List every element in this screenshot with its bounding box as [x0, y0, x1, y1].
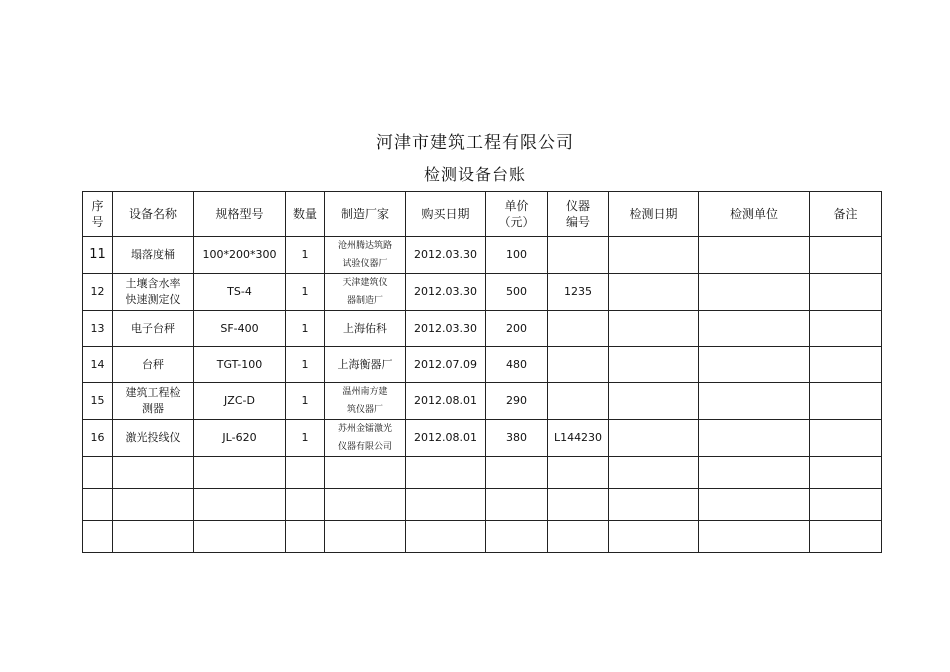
cell-empty — [810, 457, 882, 489]
cell-price: 290 — [486, 383, 548, 420]
cell-maker — [325, 383, 406, 420]
cell-empty — [406, 521, 486, 553]
cell-qty: 1 — [286, 311, 325, 347]
cell-maker-line: 苏州金镭激光 — [337, 424, 392, 434]
cell-model: TGT-100 — [194, 347, 286, 383]
cell-date: 2012.07.09 — [406, 347, 486, 383]
cell-model: JZC-D — [194, 383, 286, 420]
cell-empty — [113, 489, 194, 521]
table-row — [83, 420, 882, 457]
cell-name — [113, 347, 194, 383]
cell-instr-no: 1235 — [548, 274, 609, 311]
header-col-name — [113, 192, 194, 237]
cell-remark — [810, 311, 882, 347]
cell-empty — [486, 521, 548, 553]
cell-empty — [286, 489, 325, 521]
cell-empty — [486, 457, 548, 489]
header-col-date — [406, 192, 486, 237]
header-col-seq — [83, 192, 113, 237]
cell-model: SF-400 — [194, 311, 286, 347]
cell-empty — [609, 457, 699, 489]
empty-table-row — [83, 489, 882, 521]
cell-maker-line: 上海佑科 — [343, 321, 387, 335]
table-row — [83, 311, 882, 347]
header-col-qty — [286, 192, 325, 237]
header-text: 数量 — [292, 207, 317, 221]
cell-name-line: 塌落度桶 — [131, 248, 175, 261]
table-row — [83, 274, 882, 311]
cell-seq: 13 — [83, 311, 113, 347]
cell-date: 2012.08.01 — [406, 420, 486, 457]
cell-empty — [699, 521, 810, 553]
cell-empty — [194, 489, 286, 521]
header-text: 购买日期 — [421, 207, 470, 221]
cell-maker — [325, 311, 406, 347]
cell-price: 480 — [486, 347, 548, 383]
header-text: （元） — [498, 215, 535, 229]
cell-maker-line: 试验仪器厂 — [342, 259, 388, 269]
cell-maker — [325, 420, 406, 457]
cell-maker — [325, 237, 406, 274]
cell-empty — [548, 489, 609, 521]
cell-empty — [83, 521, 113, 553]
cell-empty — [810, 489, 882, 521]
header-col-check-unit — [699, 192, 810, 237]
header-text: 检测日期 — [629, 207, 678, 221]
cell-check-unit — [699, 420, 810, 457]
header-col-maker — [325, 192, 406, 237]
header-text: 制造厂家 — [340, 207, 389, 221]
cell-date: 2012.03.30 — [406, 311, 486, 347]
cell-price: 200 — [486, 311, 548, 347]
cell-qty: 1 — [286, 383, 325, 420]
cell-check-date — [609, 347, 699, 383]
cell-remark — [810, 420, 882, 457]
cell-name-line: 台秤 — [142, 357, 164, 371]
header-text: 序 — [91, 199, 104, 213]
cell-seq: 16 — [83, 420, 113, 457]
cell-date: 2012.08.01 — [406, 383, 486, 420]
header-text: 仪器 — [565, 199, 590, 213]
cell-check-date — [609, 237, 699, 274]
cell-price: 100 — [486, 237, 548, 274]
cell-price: 500 — [486, 274, 548, 311]
header-text: 单价 — [504, 199, 529, 213]
cell-model: JL-620 — [194, 420, 286, 457]
cell-empty — [609, 489, 699, 521]
cell-maker-line: 筑仪器厂 — [346, 405, 383, 415]
cell-seq: 14 — [83, 347, 113, 383]
cell-instr-no: L144230 — [548, 420, 609, 457]
header-text: 规格型号 — [215, 207, 264, 221]
table-header-row — [83, 192, 882, 237]
cell-model: 100*200*300 — [194, 237, 286, 274]
header-col-instr-no — [548, 192, 609, 237]
cell-seq: 15 — [83, 383, 113, 420]
cell-date: 2012.03.30 — [406, 274, 486, 311]
cell-maker-line: 仪器有限公司 — [337, 442, 392, 452]
cell-check-unit — [699, 237, 810, 274]
cell-maker-line: 上海衡器厂 — [337, 357, 393, 371]
cell-empty — [699, 457, 810, 489]
cell-empty — [113, 521, 194, 553]
cell-empty — [548, 521, 609, 553]
cell-qty: 1 — [286, 274, 325, 311]
cell-instr-no — [548, 347, 609, 383]
cell-name-line: 土壤含水率 — [125, 277, 181, 290]
cell-check-date — [609, 311, 699, 347]
cell-maker — [325, 274, 406, 311]
cell-empty — [194, 457, 286, 489]
cell-check-unit — [699, 274, 810, 311]
header-text: 编号 — [565, 215, 590, 229]
cell-empty — [609, 521, 699, 553]
cell-check-date — [609, 274, 699, 311]
header-col-model — [194, 192, 286, 237]
cell-empty — [194, 521, 286, 553]
header-text: 检测单位 — [729, 207, 778, 221]
cell-empty — [406, 457, 486, 489]
cell-maker-line: 器制造厂 — [346, 296, 383, 306]
header-col-check-date — [609, 192, 699, 237]
equipment-ledger-table — [82, 191, 882, 553]
cell-empty — [113, 457, 194, 489]
cell-name — [113, 274, 194, 311]
cell-empty — [810, 521, 882, 553]
cell-name-line: 快速测定仪 — [125, 293, 181, 306]
cell-seq: 12 — [83, 274, 113, 311]
cell-empty — [286, 521, 325, 553]
cell-name — [113, 237, 194, 274]
cell-instr-no — [548, 311, 609, 347]
cell-empty — [325, 489, 406, 521]
cell-maker-line: 沧州腾达筑路 — [337, 241, 392, 251]
cell-qty: 1 — [286, 347, 325, 383]
cell-empty — [83, 489, 113, 521]
cell-empty — [406, 489, 486, 521]
header-text: 设备名称 — [128, 207, 177, 221]
cell-name — [113, 420, 194, 457]
cell-remark — [810, 383, 882, 420]
cell-name — [113, 383, 194, 420]
cell-remark — [810, 237, 882, 274]
cell-maker — [325, 347, 406, 383]
cell-seq: 11 — [83, 237, 113, 274]
cell-name-line: 电子台秤 — [131, 321, 175, 335]
table-row — [83, 347, 882, 383]
cell-maker-line: 温州南方建 — [342, 387, 388, 397]
cell-instr-no — [548, 383, 609, 420]
cell-remark — [810, 347, 882, 383]
table-row — [83, 237, 882, 274]
cell-name-line: 激光投线仪 — [125, 431, 181, 444]
cell-price: 380 — [486, 420, 548, 457]
table-row — [83, 383, 882, 420]
cell-name-line: 建筑工程检 — [125, 386, 181, 399]
cell-qty: 1 — [286, 420, 325, 457]
empty-table-row — [83, 521, 882, 553]
cell-qty: 1 — [286, 237, 325, 274]
cell-name — [113, 311, 194, 347]
cell-date: 2012.03.30 — [406, 237, 486, 274]
cell-empty — [699, 489, 810, 521]
company-name: 河津市建筑工程有限公司 — [376, 133, 574, 153]
header-col-price — [486, 192, 548, 237]
cell-check-unit — [699, 383, 810, 420]
header-col-remark — [810, 192, 882, 237]
cell-check-date — [609, 420, 699, 457]
cell-check-unit — [699, 347, 810, 383]
cell-remark — [810, 274, 882, 311]
header-text: 号 — [91, 215, 104, 229]
cell-check-unit — [699, 311, 810, 347]
cell-empty — [83, 457, 113, 489]
empty-table-row — [83, 457, 882, 489]
document-title: 检测设备台账 — [423, 165, 526, 184]
header-text: 备注 — [833, 207, 858, 221]
cell-model: TS-4 — [194, 274, 286, 311]
cell-empty — [548, 457, 609, 489]
cell-name-line: 测器 — [142, 402, 164, 415]
cell-check-date — [609, 383, 699, 420]
cell-empty — [486, 489, 548, 521]
cell-empty — [325, 457, 406, 489]
cell-empty — [325, 521, 406, 553]
cell-maker-line: 天津建筑仪 — [342, 278, 388, 288]
cell-empty — [286, 457, 325, 489]
cell-instr-no — [548, 237, 609, 274]
